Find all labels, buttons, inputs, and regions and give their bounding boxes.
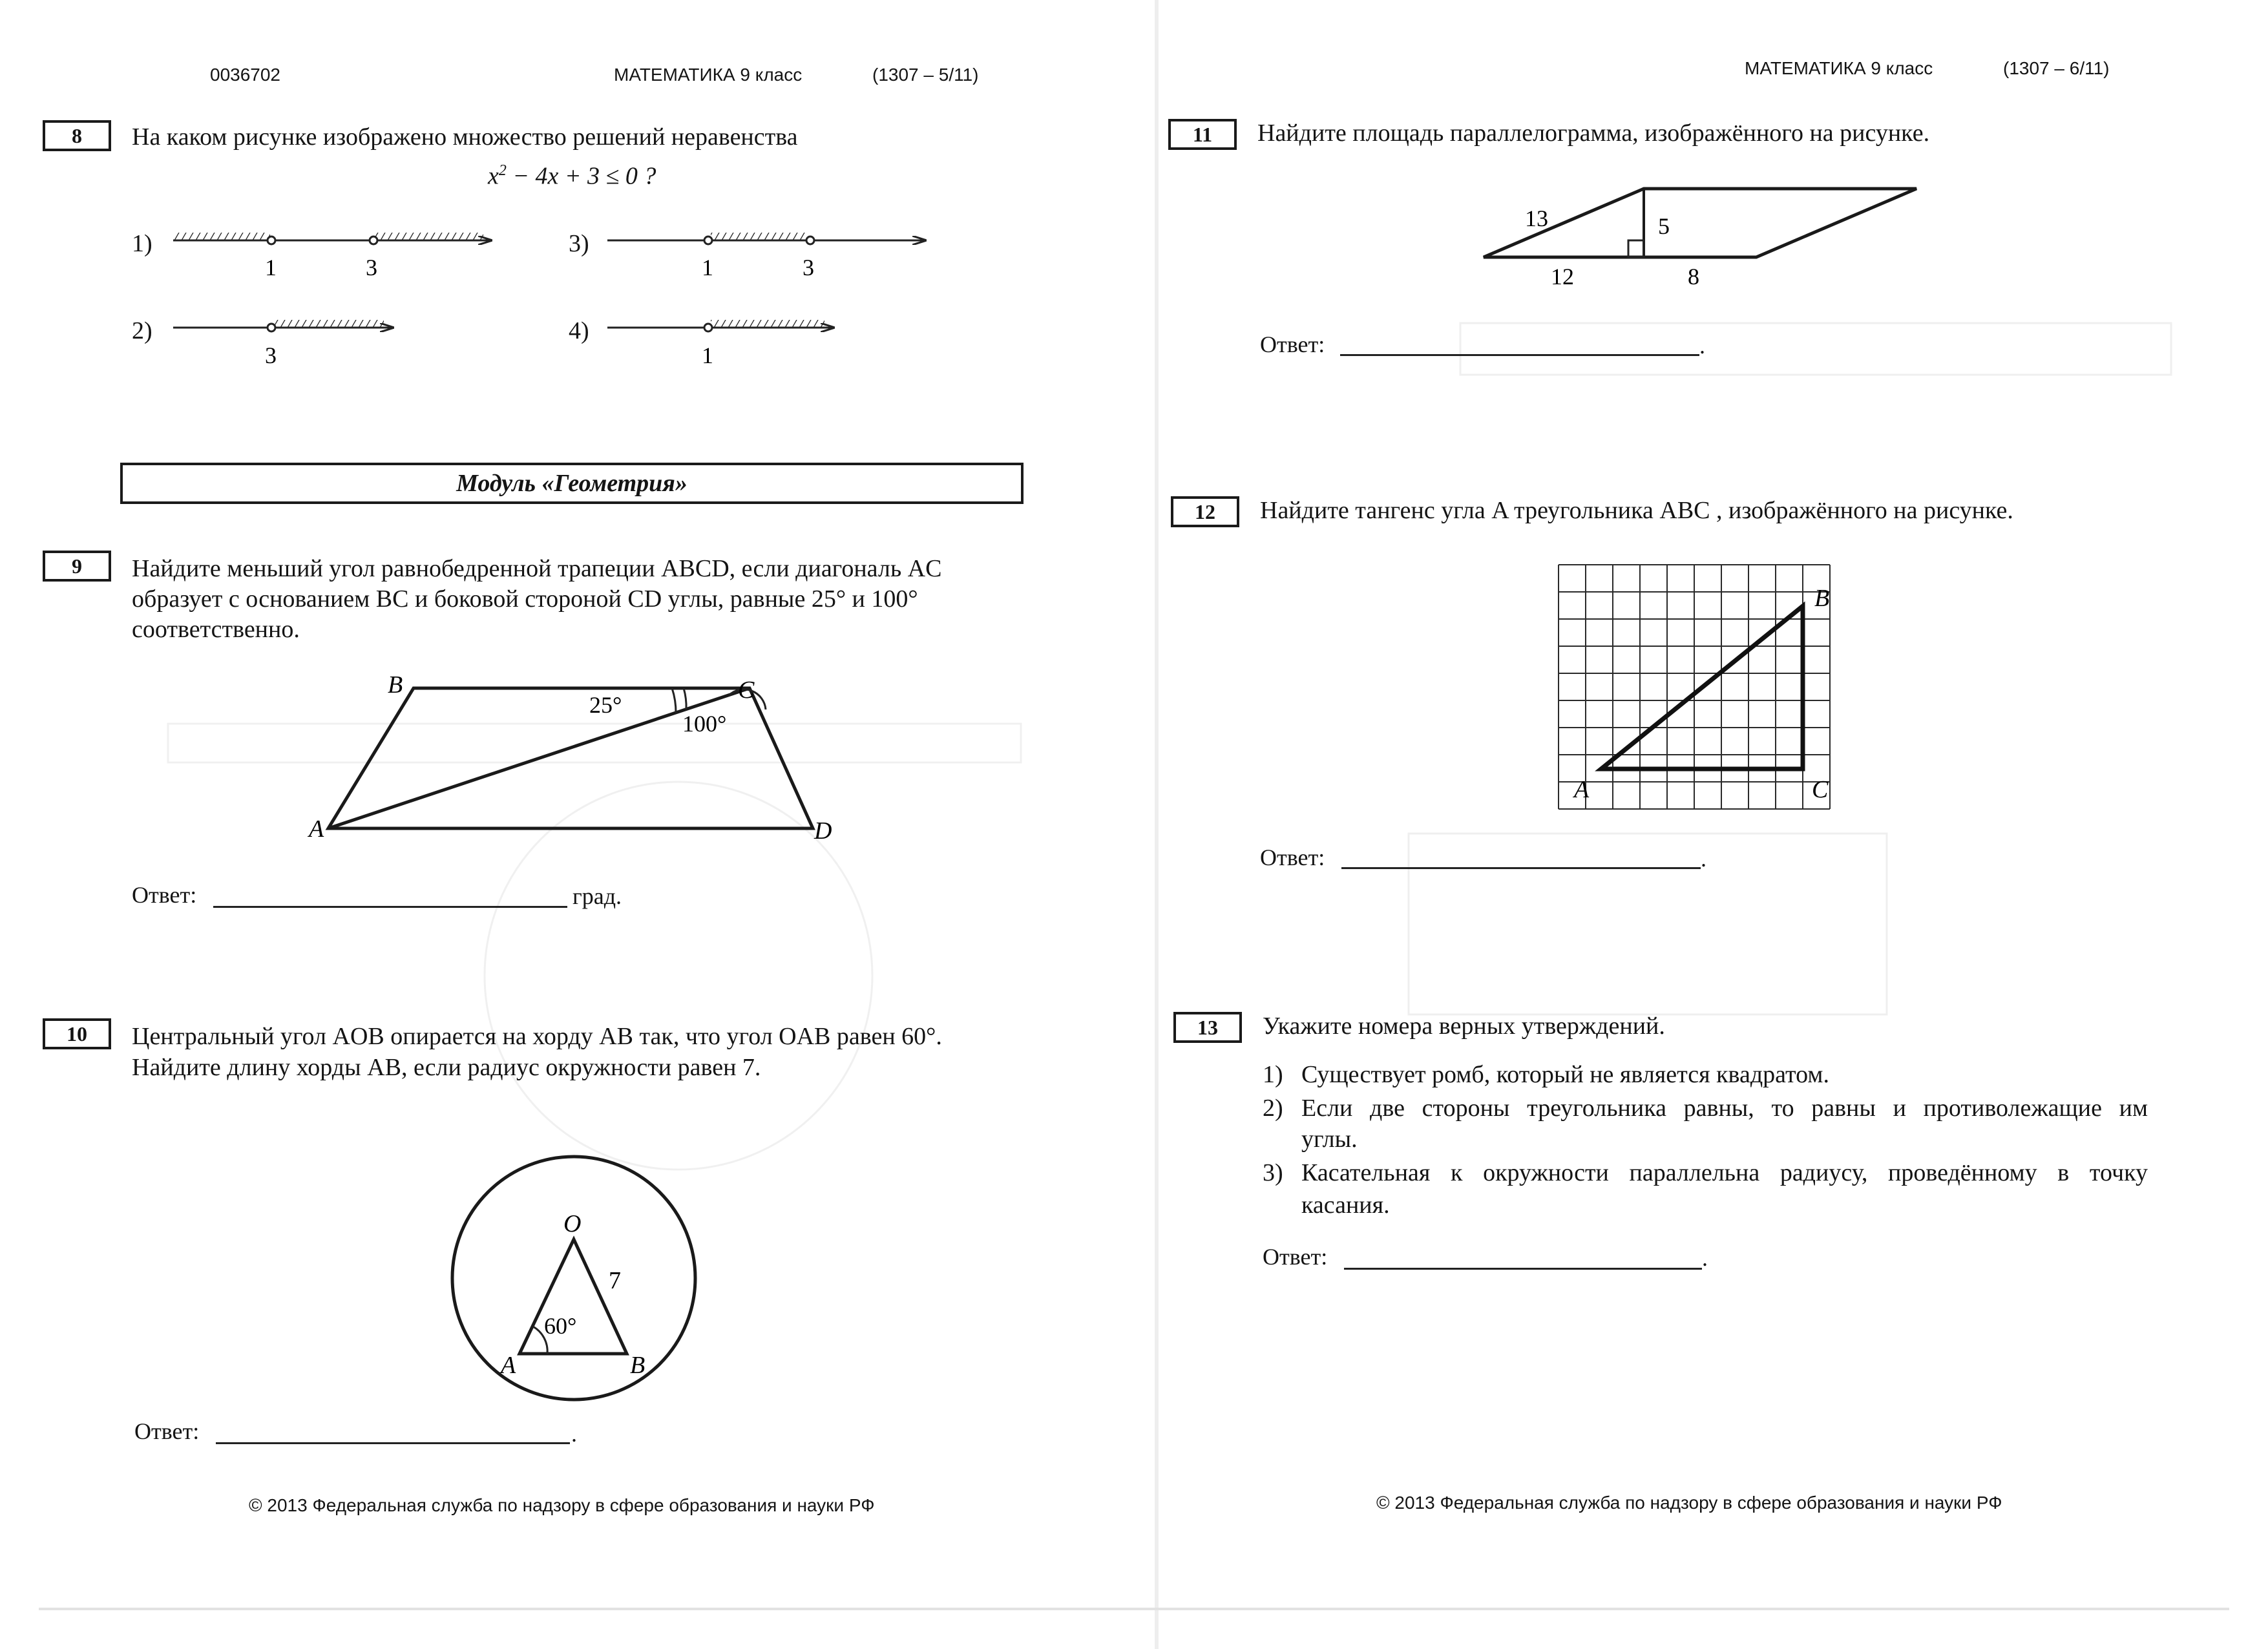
footer-left: © 2013 Федеральная служба по надзору в сфере образования и науки РФ — [249, 1495, 875, 1515]
tick-label: 1 — [702, 342, 713, 368]
circle-figure — [0, 0, 1034, 1422]
option-1-label[interactable]: 1) — [132, 230, 152, 257]
statement-2-number: 2) — [1263, 1095, 1283, 1122]
statement-1-text: Существует ромб, который не является квадратом. — [1301, 1061, 1829, 1088]
answer-label-9: Ответ: — [132, 882, 197, 908]
answer-label-11: Ответ: — [1260, 331, 1325, 357]
angle-60-label: 60° — [544, 1313, 577, 1339]
vertex-D: D — [814, 817, 832, 845]
question-12-number: 12 — [1171, 496, 1239, 527]
question-10-line-2: Найдите длину хорды AB, если радиус окружности равен 7. — [132, 1054, 761, 1081]
question-9-number: 9 — [43, 551, 111, 582]
question-8-number: 8 — [43, 120, 111, 151]
option-4-label[interactable]: 4) — [569, 317, 589, 344]
answer-field-10[interactable] — [216, 1442, 570, 1444]
vertex-C: C — [1812, 776, 1829, 803]
vertex-B: B — [388, 671, 403, 698]
doc-id: 0036702 — [210, 65, 281, 85]
radius-label: 7 — [609, 1267, 621, 1294]
subject-header-right: МАТЕМАТИКА 9 класс — [1745, 58, 1933, 78]
statement-3-text: Касательная к окружности параллельна радиусу, проведённому в точку — [1301, 1159, 2148, 1186]
answer-label-13: Ответ: — [1263, 1244, 1328, 1270]
tick-label: 3 — [265, 342, 277, 368]
tick-label: 3 — [366, 255, 377, 280]
tick-label: 3 — [803, 255, 814, 280]
vertex-A: A — [309, 815, 324, 843]
angle-100-label: 100° — [682, 711, 727, 737]
answer-end-12: . — [1701, 846, 1706, 872]
angle-25-label: 25° — [589, 692, 622, 718]
grid — [1559, 565, 1830, 809]
statement-1-number: 1) — [1263, 1061, 1283, 1088]
page-code-right: (1307 – 6/11) — [2003, 58, 2110, 78]
tick-label: 1 — [265, 255, 277, 280]
tick-label: 1 — [702, 255, 713, 280]
point-A: A — [501, 1352, 516, 1379]
segment-label-8: 8 — [1688, 264, 1699, 289]
answer-end-13: . — [1702, 1245, 1708, 1271]
footer-right: © 2013 Федеральная служба по надзору в сфере образования и науки РФ — [1376, 1493, 2002, 1513]
question-13-text: Укажите номера верных утверждений. — [1263, 1013, 1665, 1040]
answer-field-11[interactable] — [1340, 354, 1699, 356]
parallelogram-figure — [1098, 0, 2262, 323]
answer-label-10: Ответ: — [134, 1418, 200, 1444]
question-8-formula: $x^2 - 4x + 3 \le 0$ ? — [488, 162, 656, 190]
center-O: O — [563, 1210, 582, 1237]
segment-label-12: 12 — [1551, 264, 1574, 289]
vertex-C: C — [738, 677, 755, 704]
height-label-5: 5 — [1658, 213, 1670, 239]
side-label-13: 13 — [1525, 205, 1548, 231]
answer-unit-9: град. — [572, 883, 622, 909]
vertex-A: A — [1574, 776, 1590, 803]
statement-3-number: 3) — [1263, 1159, 1283, 1186]
question-11-text: Найдите площадь параллелограмма, изображённого на рисунке. — [1257, 120, 1930, 147]
option-2-label[interactable]: 2) — [132, 317, 152, 344]
module-geometry-banner: Модуль «Геометрия» — [120, 463, 1024, 504]
question-10-number: 10 — [43, 1018, 111, 1049]
question-8-text: На каком рисунке изображено множество решений неравенства — [132, 123, 798, 151]
vertex-B: B — [1814, 585, 1830, 612]
grid-triangle-figure — [1538, 556, 1874, 827]
answer-field-13[interactable] — [1344, 1268, 1702, 1270]
question-12-text: Найдите тангенс угла A треугольника ABC , изображённого на рисунке. — [1260, 497, 2013, 524]
question-9-line-2: образует с основанием BC и боковой стороной CD углы, равные 25° и 100° — [132, 585, 918, 613]
answer-label-12: Ответ: — [1260, 845, 1325, 870]
question-9-line-1: Найдите меньший угол равнобедренной трапеции ABCD, если диагональ AC — [132, 555, 942, 582]
subject-header-left: МАТЕМАТИКА 9 класс — [614, 65, 803, 85]
answer-end-10: . — [571, 1421, 577, 1447]
answer-field-12[interactable] — [1341, 867, 1701, 869]
answer-end-11: . — [1699, 333, 1705, 359]
question-9-line-3: соответственно. — [132, 616, 300, 643]
point-B: B — [630, 1352, 646, 1379]
statement-2-cont: углы. — [1301, 1126, 1358, 1153]
question-13-number: 13 — [1173, 1012, 1242, 1043]
question-11-number: 11 — [1168, 119, 1237, 150]
statement-3-cont: касания. — [1301, 1192, 1390, 1219]
question-10-line-1: Центральный угол AOB опирается на хорду AB так, что угол OAB равен 60°. — [132, 1023, 942, 1050]
page-code-left: (1307 – 5/11) — [872, 65, 979, 85]
statement-2-text: Если две стороны треугольника равны, то равны и противолежащие им — [1301, 1095, 2148, 1122]
option-3-label[interactable]: 3) — [569, 230, 589, 257]
